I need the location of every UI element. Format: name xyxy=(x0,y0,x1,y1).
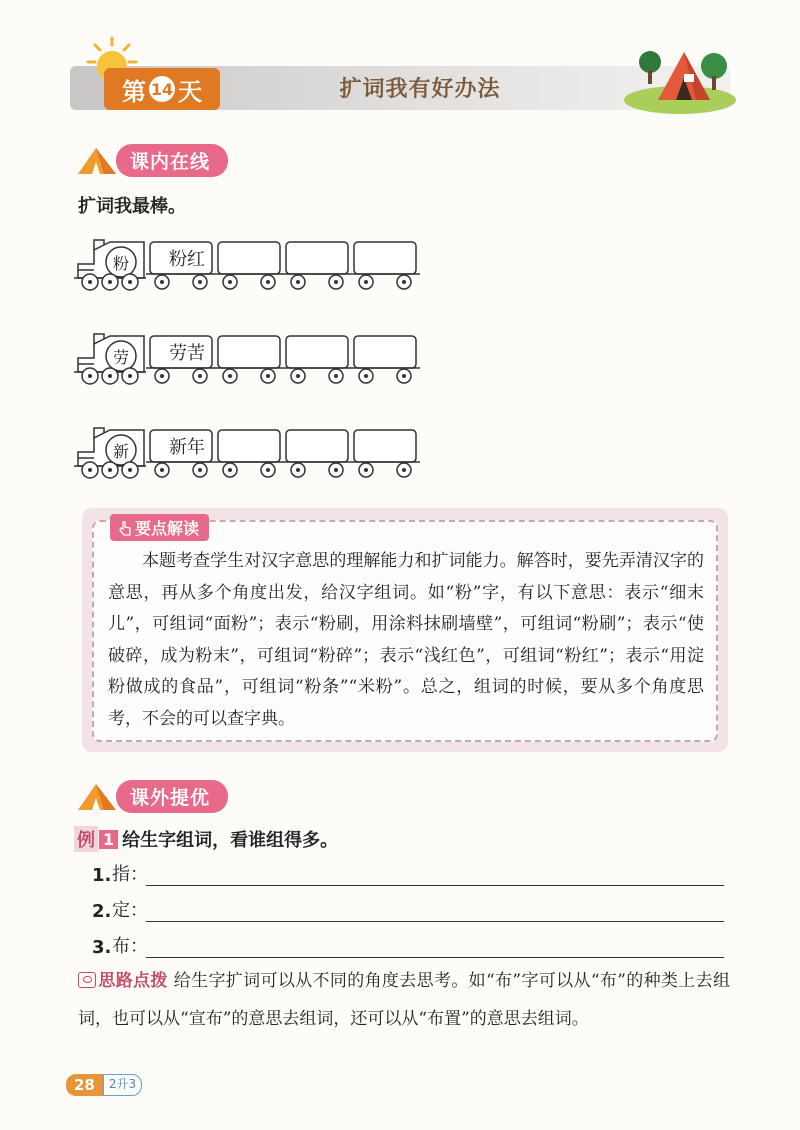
section-label: 课内在线 xyxy=(116,144,228,177)
train-row xyxy=(74,236,424,296)
camping-tent-illustration xyxy=(618,38,736,116)
section-extracurricular xyxy=(74,780,228,812)
instruction: 扩词我最棒。 xyxy=(78,196,186,217)
train-character: 劳 xyxy=(112,347,129,367)
key-points-title xyxy=(110,514,209,541)
answer-line[interactable] xyxy=(146,902,724,922)
question-line xyxy=(92,930,724,958)
answer-line[interactable] xyxy=(146,866,724,886)
section-label: 课外提优 xyxy=(116,780,228,813)
pointing-hand-icon xyxy=(118,520,132,536)
page-title: 扩词我有好办法 xyxy=(339,77,501,102)
train-example-word: 粉红 xyxy=(169,249,205,270)
train-example-word: 新年 xyxy=(169,437,205,458)
question-line xyxy=(92,858,724,886)
question-number: 1. xyxy=(92,865,112,886)
answer-line[interactable] xyxy=(146,938,724,958)
day-prefix: 第 xyxy=(122,77,146,106)
example-number: 1 xyxy=(99,830,118,849)
hint-label: 思路点拨 xyxy=(98,971,168,991)
example-label: 例 xyxy=(74,826,98,852)
question-character: 布： xyxy=(112,936,148,957)
train-character: 粉 xyxy=(112,253,129,273)
grade-badge: 2升3 xyxy=(103,1074,142,1096)
day-suffix: 天 xyxy=(178,77,202,106)
tent-icon xyxy=(74,780,120,812)
train-row xyxy=(74,330,424,390)
example-text: 给生字组词，看谁组得多。 xyxy=(122,830,339,851)
page-footer xyxy=(66,1074,142,1096)
question-character: 定： xyxy=(112,900,148,921)
day-number: 14 xyxy=(149,76,175,102)
key-points-title-text: 要点解读 xyxy=(135,519,200,538)
train-row xyxy=(74,424,424,484)
section-in-class xyxy=(74,144,228,176)
train-character: 新 xyxy=(112,441,129,461)
key-points-text: 本题考查学生对汉字意思的理解能力和扩词能力。解答时，要先弄清汉字的意思，再从多个角度出发，给汉字组词。如“粉”字，有以下意思：表示“细末儿”，可组词“面粉”；表示“粉刷，用涂料抹刷墙壁”，可组词“粉刷”；表示“使破碎，成为粉末”，可组词“粉碎”；表示“浅红色”，可组词“粉红”；表示“用淀粉做成的食品”，可组词“粉条”“米粉”。总之，组词的时候，要从多个角度思考，不会的可以查字典。 xyxy=(108,551,705,729)
page-number: 28 xyxy=(66,1074,103,1096)
hint-text: 给生字扩词可以从不同的角度去思考。如“布”字可以从“布”的种类上去组词，也可以从“宣布”的意思去组词，还可以从“布置”的意思去组词。 xyxy=(78,971,731,1029)
key-points-inner xyxy=(92,520,718,742)
key-points-box xyxy=(82,508,728,752)
example-heading xyxy=(74,826,338,852)
train-example-word: 劳苦 xyxy=(169,343,205,364)
question-line xyxy=(92,894,724,922)
question-number: 2. xyxy=(92,901,112,922)
hint-block xyxy=(78,962,730,1038)
day-badge xyxy=(104,68,220,110)
tent-icon xyxy=(74,144,120,176)
hint-icon xyxy=(78,972,96,988)
question-number: 3. xyxy=(92,937,112,958)
question-character: 指： xyxy=(112,864,148,885)
